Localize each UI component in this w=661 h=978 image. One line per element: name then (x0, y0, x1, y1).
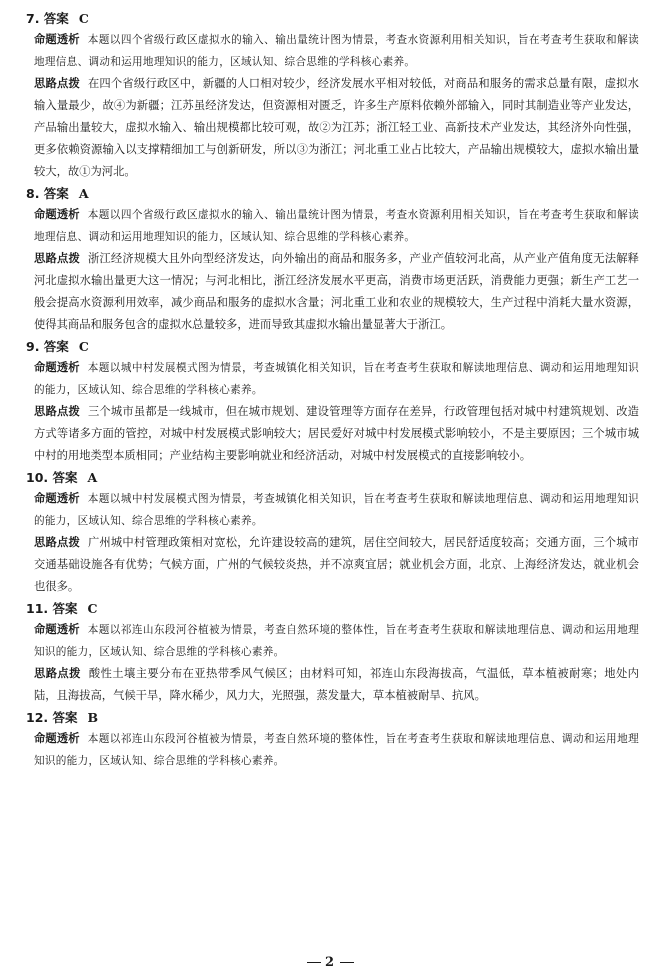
hint-paragraph (26, 663, 639, 707)
answer-label: 10. 答案 (26, 470, 78, 485)
answer-label: 8. 答案 (26, 186, 69, 201)
answer-value: C (87, 601, 98, 616)
hint-paragraph (26, 248, 639, 336)
answer-line (26, 183, 639, 204)
hint-head: 思路点拨 (34, 667, 81, 680)
analysis-paragraph (26, 619, 639, 663)
question-9 (26, 336, 639, 467)
analysis-head: 命题透析 (34, 208, 80, 221)
answer-line (26, 598, 639, 619)
answer-label: 9. 答案 (26, 339, 69, 354)
hint-paragraph (26, 401, 639, 467)
analysis-head: 命题透析 (34, 33, 80, 46)
analysis-paragraph (26, 488, 639, 532)
answer-line (26, 467, 639, 488)
question-7 (26, 8, 639, 183)
analysis-head: 命题透析 (34, 492, 80, 505)
answer-value: C (78, 11, 89, 26)
answer-label: 12. 答案 (26, 710, 78, 725)
answer-line (26, 8, 639, 29)
analysis-paragraph (26, 357, 639, 401)
page-number (0, 955, 661, 970)
answer-value: C (78, 339, 89, 354)
answer-line (26, 336, 639, 357)
hint-head: 思路点拨 (34, 536, 80, 549)
hint-paragraph (26, 73, 639, 183)
answer-label: 11. 答案 (26, 601, 78, 616)
question-8 (26, 183, 639, 336)
answer-value: A (78, 186, 89, 201)
hint-paragraph (26, 532, 639, 598)
analysis-head: 命题透析 (34, 623, 80, 636)
analysis-text: 本题以祁连山东段河谷植被为情景，考查自然环境的整体性，旨在考查考生获取和解读地理信息、调动和运用地理知识的能力，区域认知、综合思维的学科核心素养。 (34, 624, 639, 658)
hint-text: 在四个省级行政区中，新疆的人口相对较少，经济发展水平相对较低，对商品和服务的需求总量有限，虚拟水输入量最少，故④为新疆；江苏虽经济发达，但资源相对匮乏，许多生产原料依赖外部输入，同时其制造业等产业发达，产品输出量较大，虚拟水输入、输出规模都比较可观，故②为江苏；浙江轻工业、高新技术产业发达，其经济外向性强，更多依赖资源输入以支撑精细加工与创新研发，所以③为浙江；河北重工业占比较大，产品输出规模较大，虚拟水输出量较大，故①为河北。 (34, 77, 639, 178)
question-12 (26, 707, 639, 772)
analysis-text: 本题以四个省级行政区虚拟水的输入、输出量统计图为情景，考查水资源利用相关知识，旨在考查考生获取和解读地理信息、调动和运用地理知识的能力，区域认知、综合思维的学科核心素养。 (34, 34, 639, 68)
hint-text: 广州城中村管理政策相对宽松，允许建设较高的建筑，居住空间较大，居民舒适度较高；交通方面，三个城市交通基础设施各有优势；气候方面，广州的气候较炎热，并不凉爽宜居；就业机会方面，北京、上海经济发达，就业机会也很多。 (34, 536, 639, 593)
hint-text: 酸性土壤主要分布在亚热带季风气候区；由材料可知，祁连山东段海拔高，气温低，草本植被耐寒；地处内陆，且海拔高，气候干旱，降水稀少，风力大，光照强，蒸发量大，草本植被耐旱、抗风。 (34, 667, 639, 702)
hint-text: 浙江经济规模大且外向型经济发达，向外输出的商品和服务多，产业产值较河北高，从产业产值角度无法解释河北虚拟水输出量更大这一情况；与河北相比，浙江经济发展水平更高，消费市场更活跃，消费能力更强；新生产工艺一般会提高水资源利用效率，减少商品和服务的虚拟水含量；河北重工业和农业的规模较大，生产过程中消耗大量水资源，使得其商品和服务包含的虚拟水总量较多，进而导致其虚拟水输出量显著大于浙江。 (34, 252, 639, 331)
answer-label: 7. 答案 (26, 11, 69, 26)
hint-head: 思路点拨 (34, 77, 80, 90)
analysis-paragraph (26, 728, 639, 772)
hint-text: 三个城市虽都是一线城市，但在城市规划、建设管理等方面存在差异，行政管理包括对城中村建筑规划、改造方式等诸多方面的管控，对城中村发展模式影响较大；居民爱好对城中村发展模式影响较小，不是主要原因；三个城市城中村的用地类型本质相同；产业结构主要影响就业和经济活动，对城中村发展模式的直接影响较小。 (34, 405, 639, 462)
analysis-paragraph (26, 29, 639, 73)
analysis-text: 本题以四个省级行政区虚拟水的输入、输出量统计图为情景，考查水资源利用相关知识，旨在考查考生获取和解读地理信息、调动和运用地理知识的能力，区域认知、综合思维的学科核心素养。 (34, 209, 639, 243)
answer-value: B (87, 710, 99, 725)
analysis-head: 命题透析 (34, 732, 80, 745)
question-10 (26, 467, 639, 598)
page-number-dash-right (340, 962, 354, 963)
analysis-paragraph (26, 204, 639, 248)
analysis-text: 本题以城中村发展模式图为情景，考查城镇化相关知识，旨在考查考生获取和解读地理信息、调动和运用地理知识的能力，区域认知、综合思维的学科核心素养。 (34, 362, 639, 396)
analysis-head: 命题透析 (34, 361, 80, 374)
hint-head: 思路点拨 (34, 252, 80, 265)
answer-line (26, 707, 639, 728)
analysis-text: 本题以城中村发展模式图为情景，考查城镇化相关知识，旨在考查考生获取和解读地理信息、调动和运用地理知识的能力，区域认知、综合思维的学科核心素养。 (34, 493, 639, 527)
analysis-text: 本题以祁连山东段河谷植被为情景，考查自然环境的整体性，旨在考查考生获取和解读地理信息、调动和运用地理知识的能力，区域认知、综合思维的学科核心素养。 (34, 733, 639, 767)
page-number-text: 2 (324, 955, 337, 970)
hint-head: 思路点拨 (34, 405, 80, 418)
page-number-dash-left (307, 962, 321, 963)
question-11 (26, 598, 639, 707)
answer-value: A (87, 470, 98, 485)
